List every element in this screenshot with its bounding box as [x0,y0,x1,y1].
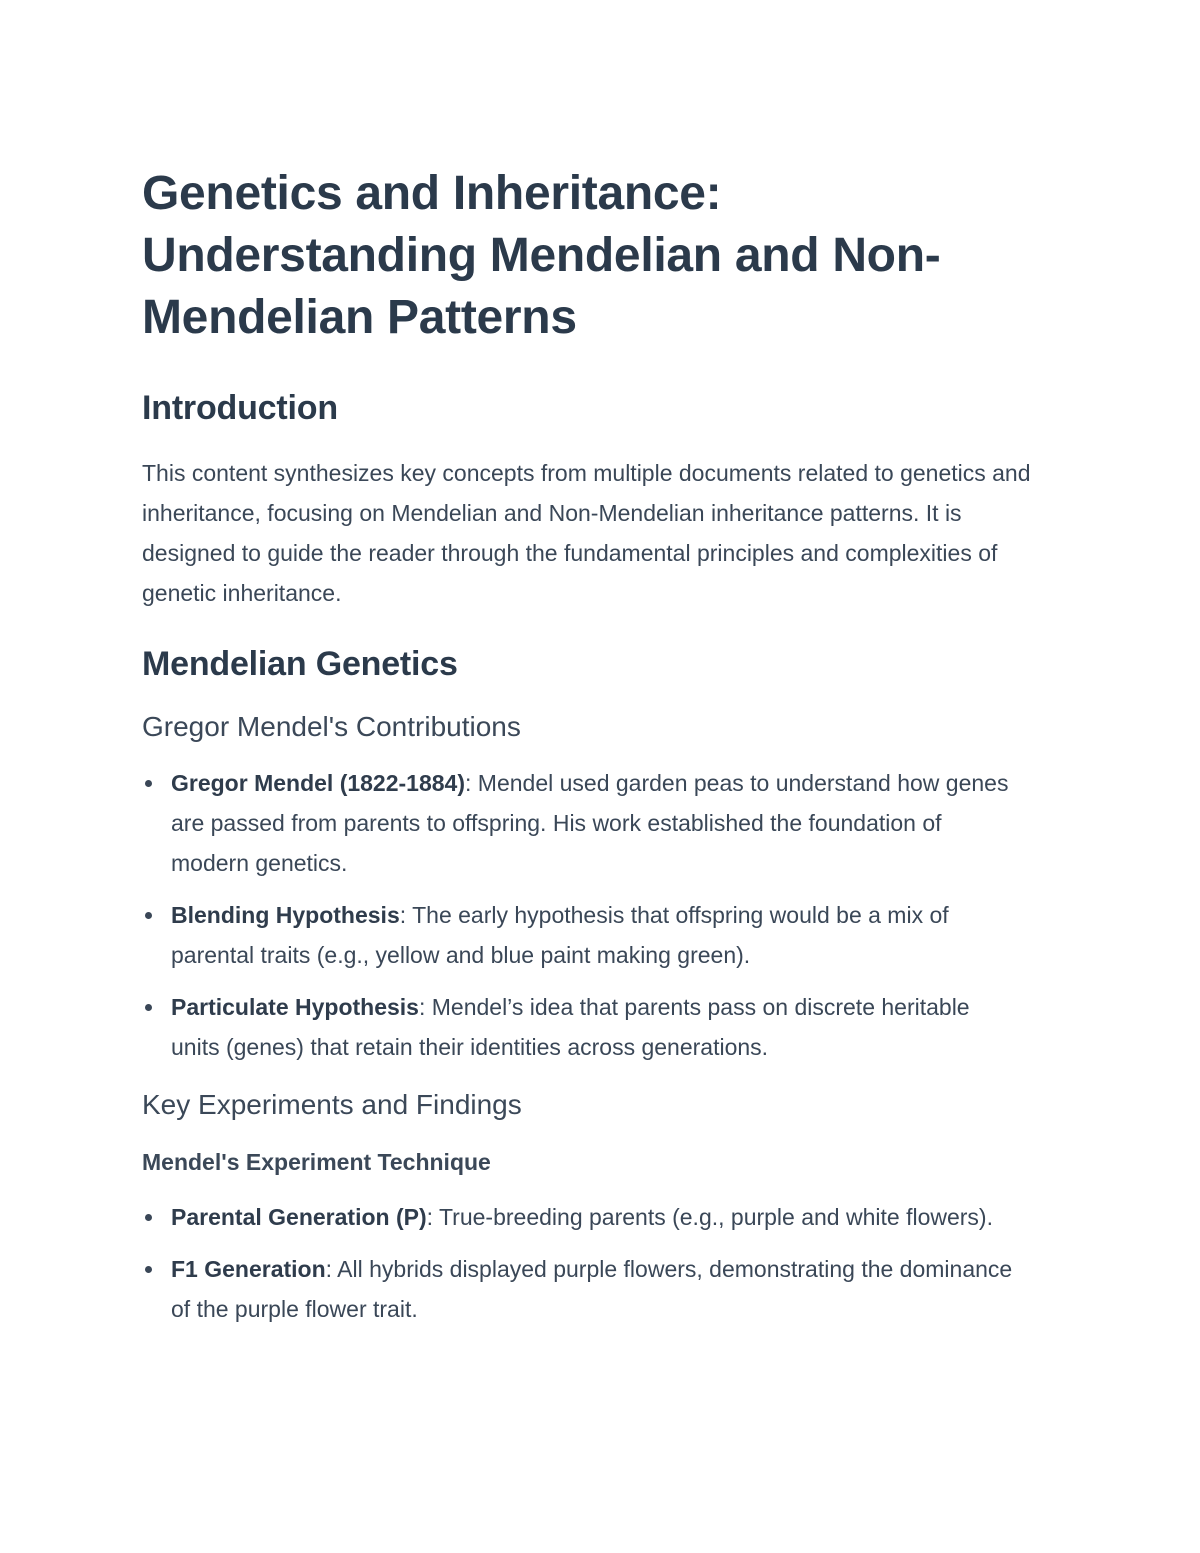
list-item-term: Parental Generation (P) [171,1204,427,1230]
bullet-icon [145,1004,152,1011]
list-item-text: : True-breeding parents (e.g., purple and white flowers). [426,1204,993,1230]
list-item-text: : Mendel’s idea that parents pass on discrete heritable units (genes) that retain their identities across generations. [171,994,970,1060]
list-item [142,1197,1022,1237]
bullet-icon [145,912,152,919]
bullet-icon [145,1214,152,1221]
document-title: Genetics and Inheritance: Understanding Mendelian and Non-Mendelian Patterns [142,167,941,344]
list-item [142,987,1022,1067]
list-item-term: Particulate Hypothesis [171,994,419,1020]
introduction-heading: Introduction [142,389,338,427]
list-item [142,1249,1022,1329]
bullet-icon [145,780,152,787]
experiments-heading: Key Experiments and Findings [142,1089,522,1120]
list-item [142,895,1022,975]
list-item-term: Blending Hypothesis [171,902,400,928]
list-item-text: : The early hypothesis that offspring would be a mix of parental traits (e.g., yellow and blue paint making green). [171,902,949,968]
document-page [142,163,1052,1329]
mendelian-genetics-heading: Mendelian Genetics [142,645,458,683]
technique-list [142,1197,1022,1329]
list-item [142,763,1022,883]
contributions-list [142,763,1022,1067]
technique-heading: Mendel's Experiment Technique [142,1149,491,1175]
list-item-text: : All hybrids displayed purple flowers, demonstrating the dominance of the purple flower trait. [171,1256,1013,1322]
bullet-icon [145,1266,152,1273]
contributions-heading: Gregor Mendel's Contributions [142,711,521,742]
introduction-paragraph: This content synthesizes key concepts from multiple documents related to genetics and inheritance, focusing on Mendelian and Non-Mendelian inheritance patterns. It is designed to guide the reader through the fundamental principles and complexities of genetic inheritance. [142,460,1031,606]
list-item-term: F1 Generation [171,1256,326,1282]
list-item-term: Gregor Mendel (1822-1884) [171,770,466,796]
list-item-text: : Mendel used garden peas to understand how genes are passed from parents to offspring. His work established the foundation of modern genetics. [171,770,1009,876]
